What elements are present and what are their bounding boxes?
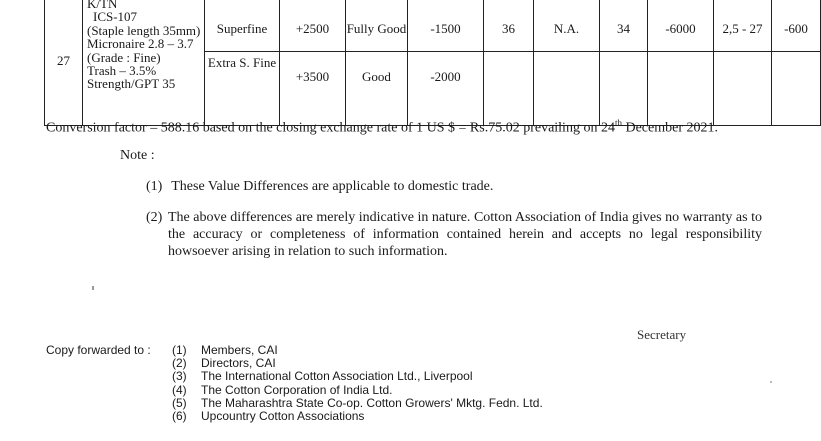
table-cell xyxy=(45,0,83,126)
conversion-factor xyxy=(46,115,786,137)
list-text: The Cotton Corporation of India Ltd. xyxy=(201,382,393,397)
conversion-text-end: December 2021. xyxy=(621,120,718,136)
table-cell: +3500 xyxy=(280,52,346,126)
list-number: (3) xyxy=(172,369,187,384)
list-text: Members, CAI xyxy=(201,343,278,357)
desc-line: Strength/GPT 35 xyxy=(87,76,176,92)
note-number: (2) xyxy=(146,210,163,225)
table-cell: -2000 xyxy=(408,52,484,126)
list-text: Directors, CAI xyxy=(201,356,276,371)
table-cell: -1500 xyxy=(408,0,484,52)
table-cell: Superfine xyxy=(205,0,280,52)
copy-forwarded-label: Copy forwarded to : xyxy=(46,343,151,357)
list-text: Upcountry Cotton Associations xyxy=(201,408,365,423)
value-difference-table xyxy=(44,0,821,126)
scan-mark xyxy=(770,381,772,383)
note-text: The above differences are merely indicative in nature. Cotton Association of India gives no warranty as to the accuracy or completeness of information contained herein and accepts no legal responsibility howsoever arising in relation to such information. xyxy=(168,210,762,259)
conversion-text: Conversion factor – 588.16 based on the closing exchange rate of 1 US $ = Rs.75.02 prevailing on 24 xyxy=(46,120,615,136)
desc-line: (Staple length 35mm) xyxy=(87,22,201,38)
signatory-title: Secretary xyxy=(637,327,687,342)
note-number: (1) xyxy=(146,179,163,194)
table-cell: Fully Good xyxy=(346,0,408,52)
desc-line: K/TN xyxy=(87,0,118,11)
table-cell: 36 xyxy=(484,0,534,52)
table-row xyxy=(45,0,821,52)
note-text: These Value Differences are applicable to domestic trade. xyxy=(171,179,494,194)
table-cell: -600 xyxy=(772,0,821,52)
table-cell: 2,5 - 27 xyxy=(714,0,772,52)
desc-line: Trash – 3.5% xyxy=(87,63,157,79)
list-item xyxy=(172,410,672,423)
copy-list xyxy=(172,344,672,423)
table-cell: +2500 xyxy=(280,0,346,52)
scan-mark xyxy=(92,286,94,290)
list-text: The International Cotton Association Ltd., Liverpool xyxy=(201,369,473,384)
note-item xyxy=(146,209,762,260)
desc-line: (Grade : Fine) xyxy=(87,49,161,65)
note-label: Note : xyxy=(120,148,155,163)
list-number: (6) xyxy=(172,408,187,423)
table-cell: -6000 xyxy=(648,0,714,52)
serial-number: 27 xyxy=(57,53,70,68)
list-number: (5) xyxy=(172,395,187,410)
list-number: (2) xyxy=(172,356,187,371)
desc-line: Micronaire 2.8 – 3.7 xyxy=(87,36,194,52)
list-text: The Maharashtra State Co-op. Cotton Growers' Mktg. Fedn. Ltd. xyxy=(201,395,543,410)
list-number: (1) xyxy=(172,343,187,357)
table-cell: Extra S. Fine xyxy=(205,52,280,126)
variety-description xyxy=(83,0,205,126)
table-cell: N.A. xyxy=(534,0,600,52)
table-cell: 34 xyxy=(600,0,648,52)
desc-line: ICS-107 xyxy=(93,9,138,25)
date-suffix: th xyxy=(614,118,622,128)
table-cell: Good xyxy=(346,52,408,126)
list-number: (4) xyxy=(172,382,187,397)
note-item xyxy=(146,178,776,195)
